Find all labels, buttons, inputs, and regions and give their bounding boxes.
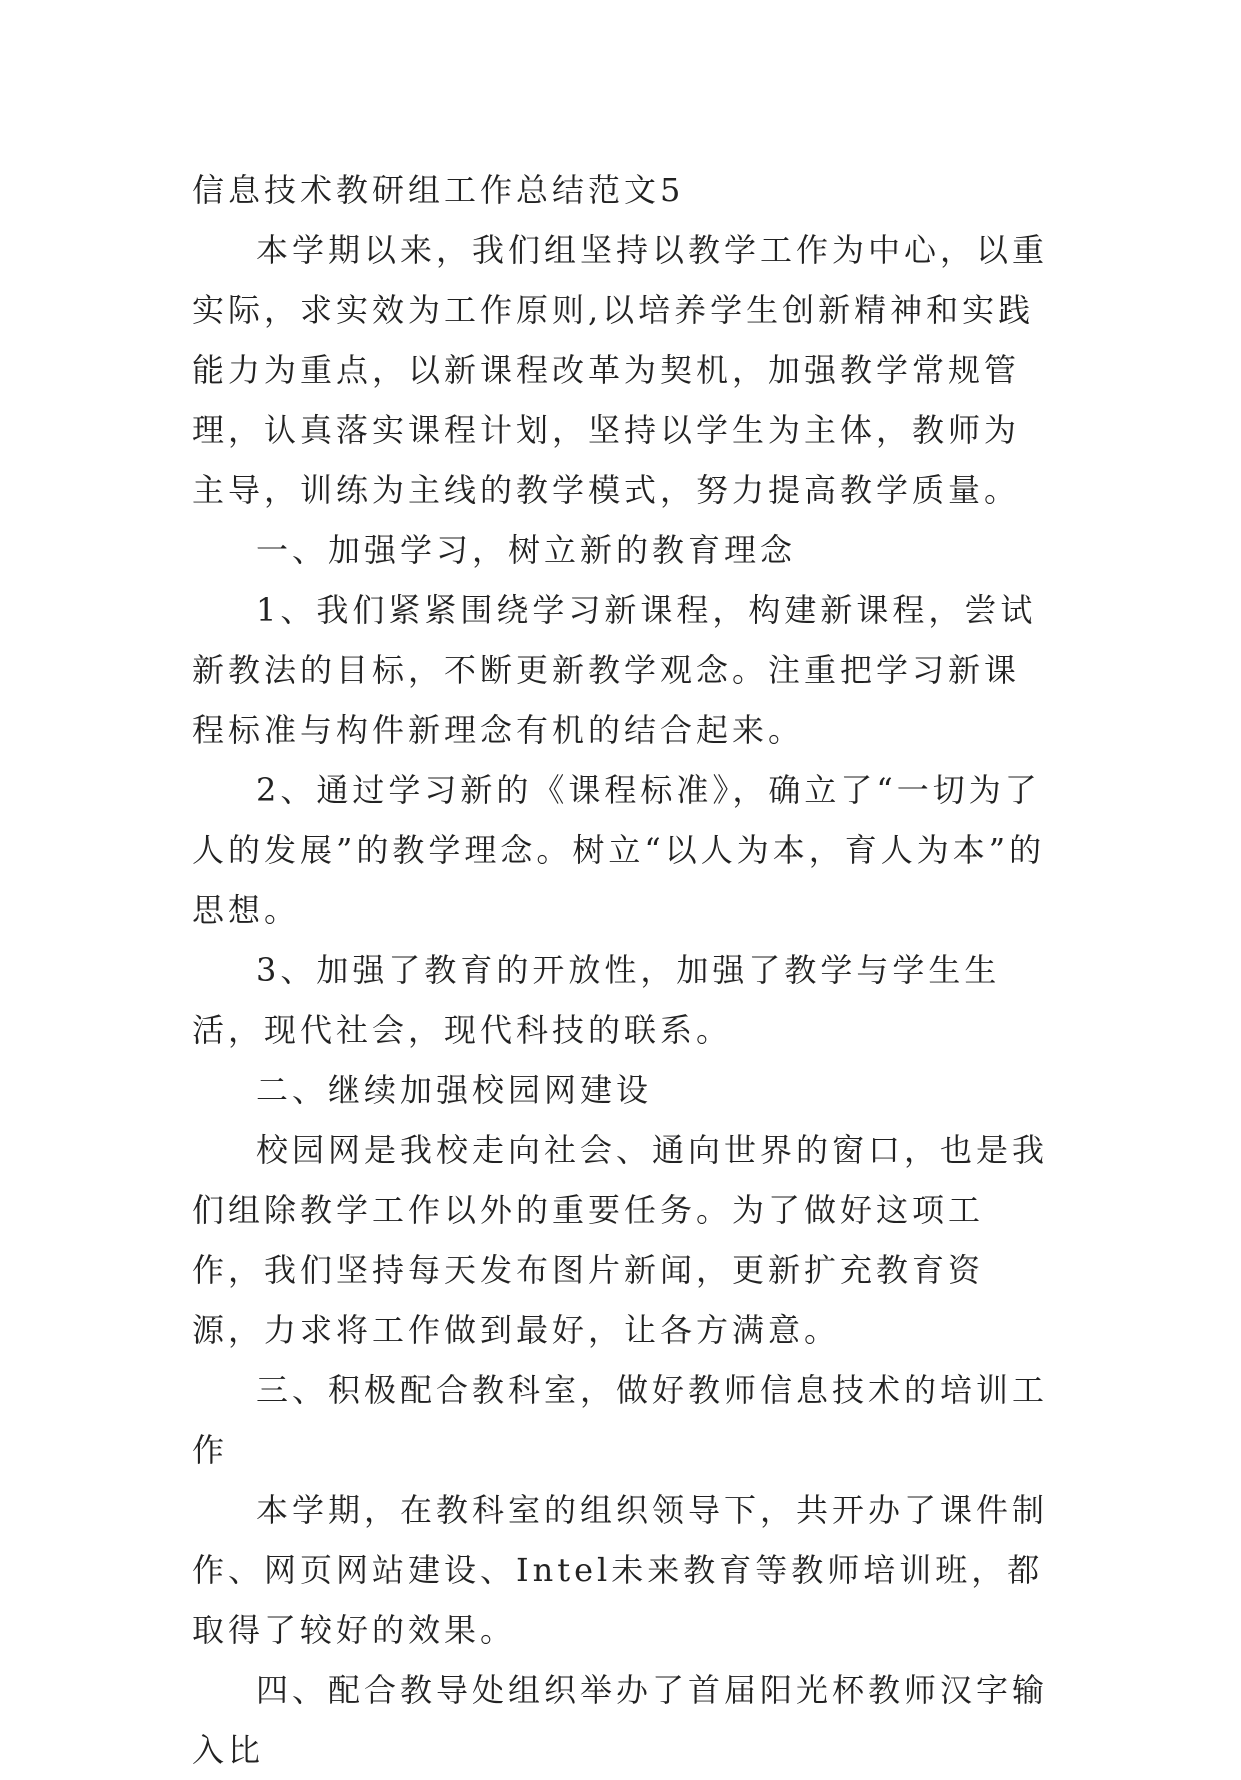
- section-heading-2: 二、继续加强校园网建设: [256, 1071, 653, 1109]
- paragraph-item-3: 3、加强了教育的开放性，加强了教学与学生生活，现代社会，现代科技的联系。: [192, 951, 1001, 1049]
- paragraph-item-2: 2、通过学习新的《课程标准》，确立了“一切为了人的发展”的教学理念。树立“以人为本，育人为本”的思想。: [192, 771, 1046, 929]
- document-title: 信息技术教研组工作总结范文5: [192, 171, 685, 209]
- paragraph-campus-network: 校园网是我校走向社会、通向世界的窗口，也是我们组除教学工作以外的重要任务。为了做好这项工作，我们坚持每天发布图片新闻，更新扩充教育资源，力求将工作做到最好，让各方满意。: [192, 1131, 1049, 1349]
- document-body: [192, 160, 1052, 1780]
- paragraph-intro: 本学期以来，我们组坚持以教学工作为中心，以重实际，求实效为工作原则,以培养学生创新精神和实践能力为重点，以新课程改革为契机，加强教学常规管理，认真落实课程计划，坚持以学生为主体，教师为主导，训练为主线的教学模式，努力提高教学质量。: [192, 231, 1049, 509]
- section-heading-3: 三、积极配合教科室，做好教师信息技术的培训工作: [192, 1371, 1049, 1469]
- section-heading-1: 一、加强学习，树立新的教育理念: [256, 531, 797, 569]
- section-heading-4: 四、配合教导处组织举办了首届阳光杯教师汉字输入比: [192, 1671, 1049, 1769]
- paragraph-training: 本学期，在教科室的组织领导下，共开办了课件制作、网页网站建设、Intel未来教育等教师培训班，都取得了较好的效果。: [192, 1491, 1049, 1649]
- paragraph-item-1: 1、我们紧紧围绕学习新课程，构建新课程，尝试新教法的目标，不断更新教学观念。注重把学习新课程标准与构件新理念有机的结合起来。: [192, 591, 1037, 749]
